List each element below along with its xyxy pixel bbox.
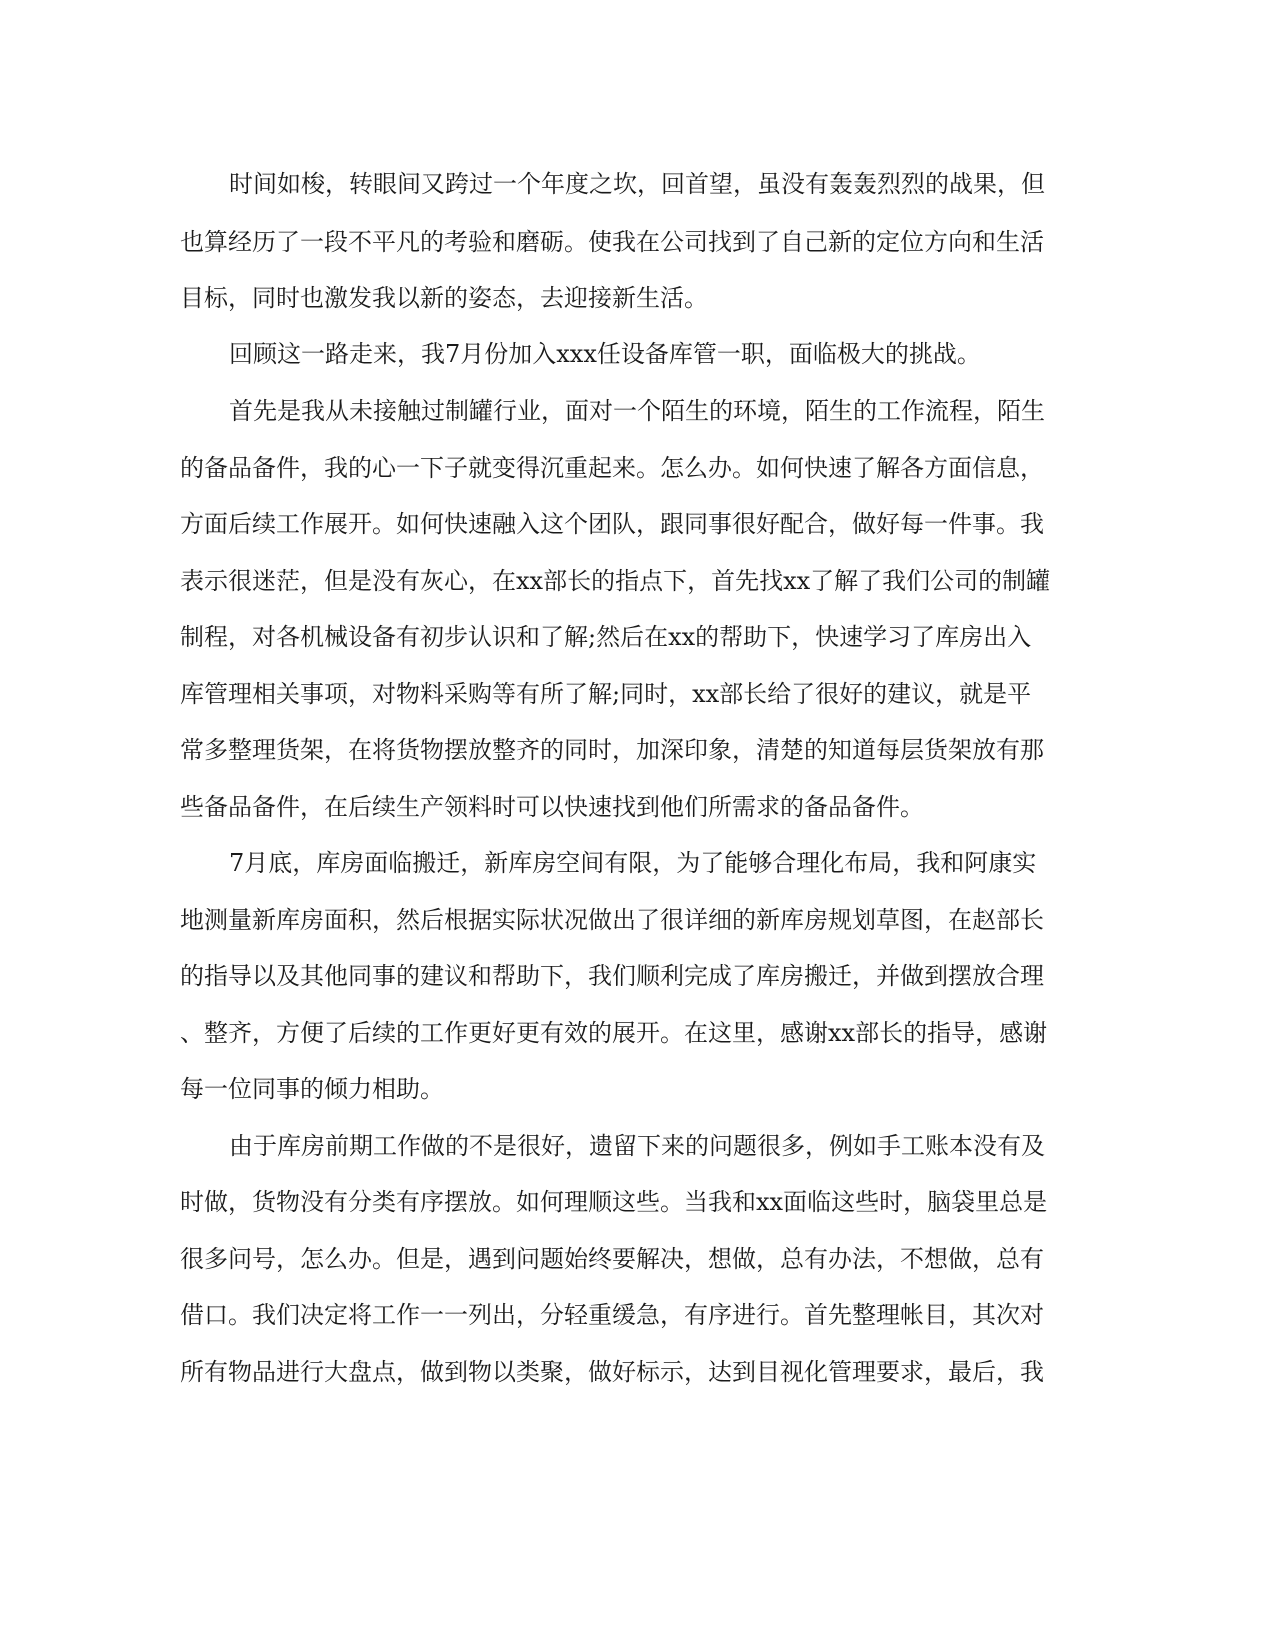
paragraph-4-line-1: 7月底，库房面临搬迁，新库房空间有限，为了能够合理化布局，我和阿康实 (229, 849, 1037, 877)
paragraph-1-line-1: 时间如梭，转眼间又跨过一个年度之坎，回首望，虽没有轰轰烈烈的战果，但 (229, 170, 1045, 198)
paragraph-5-line-4: 借口。我们决定将工作一一列出，分轻重缓急，有序进行。首先整理帐目，其次对 (180, 1301, 1044, 1329)
paragraph-3-line-8: 些备品备件，在后续生产领料时可以快速找到他们所需求的备品备件。 (180, 793, 924, 821)
paragraph-3-line-2: 的备品备件，我的心一下子就变得沉重起来。怎么办。如何快速了解各方面信息， (180, 454, 1044, 482)
paragraph-4-line-5: 每一位同事的倾力相助。 (180, 1075, 444, 1103)
paragraph-5-line-5: 所有物品进行大盘点，做到物以类聚，做好标示，达到目视化管理要求，最后，我 (180, 1358, 1044, 1386)
paragraph-1-line-3: 目标，同时也激发我以新的姿态，去迎接新生活。 (180, 284, 708, 312)
paragraph-5-line-3: 很多问号，怎么办。但是，遇到问题始终要解决，想做，总有办法，不想做，总有 (180, 1245, 1044, 1273)
paragraph-4-line-2: 地测量新库房面积，然后根据实际状况做出了很详细的新库房规划草图，在赵部长 (180, 906, 1044, 934)
paragraph-3-line-5: 制程，对各机械设备有初步认识和了解;然后在xx的帮助下，快速学习了库房出入 (180, 623, 1032, 651)
paragraph-3-line-1: 首先是我从未接触过制罐行业，面对一个陌生的环境，陌生的工作流程，陌生 (229, 397, 1045, 425)
paragraph-2-line-1: 回顾这一路走来，我7月份加入xxx任设备库管一职，面临极大的挑战。 (229, 340, 981, 368)
paragraph-3-line-6: 库管理相关事项，对物料采购等有所了解;同时，xx部长给了很好的建议，就是平 (180, 680, 1032, 708)
paragraph-5-line-1: 由于库房前期工作做的不是很好，遗留下来的问题很多，例如手工账本没有及 (229, 1132, 1045, 1160)
paragraph-4-line-3: 的指导以及其他同事的建议和帮助下，我们顺利完成了库房搬迁，并做到摆放合理 (180, 962, 1044, 990)
paragraph-5-line-2: 时做，货物没有分类有序摆放。如何理顺这些。当我和xx面临这些时，脑袋里总是 (180, 1188, 1048, 1216)
paragraph-1-line-2: 也算经历了一段不平凡的考验和磨砺。使我在公司找到了自己新的定位方向和生活 (180, 228, 1044, 256)
paragraph-3-line-4: 表示很迷茫，但是没有灰心，在xx部长的指点下，首先找xx了解了我们公司的制罐 (180, 567, 1051, 595)
paragraph-3-line-3: 方面后续工作展开。如何快速融入这个团队，跟同事很好配合，做好每一件事。我 (180, 510, 1044, 538)
paragraph-4-line-4: 、整齐，方便了后续的工作更好更有效的展开。在这里，感谢xx部长的指导，感谢 (180, 1019, 1048, 1047)
paragraph-3-line-7: 常多整理货架，在将货物摆放整齐的同时，加深印象，清楚的知道每层货架放有那 (180, 736, 1044, 764)
